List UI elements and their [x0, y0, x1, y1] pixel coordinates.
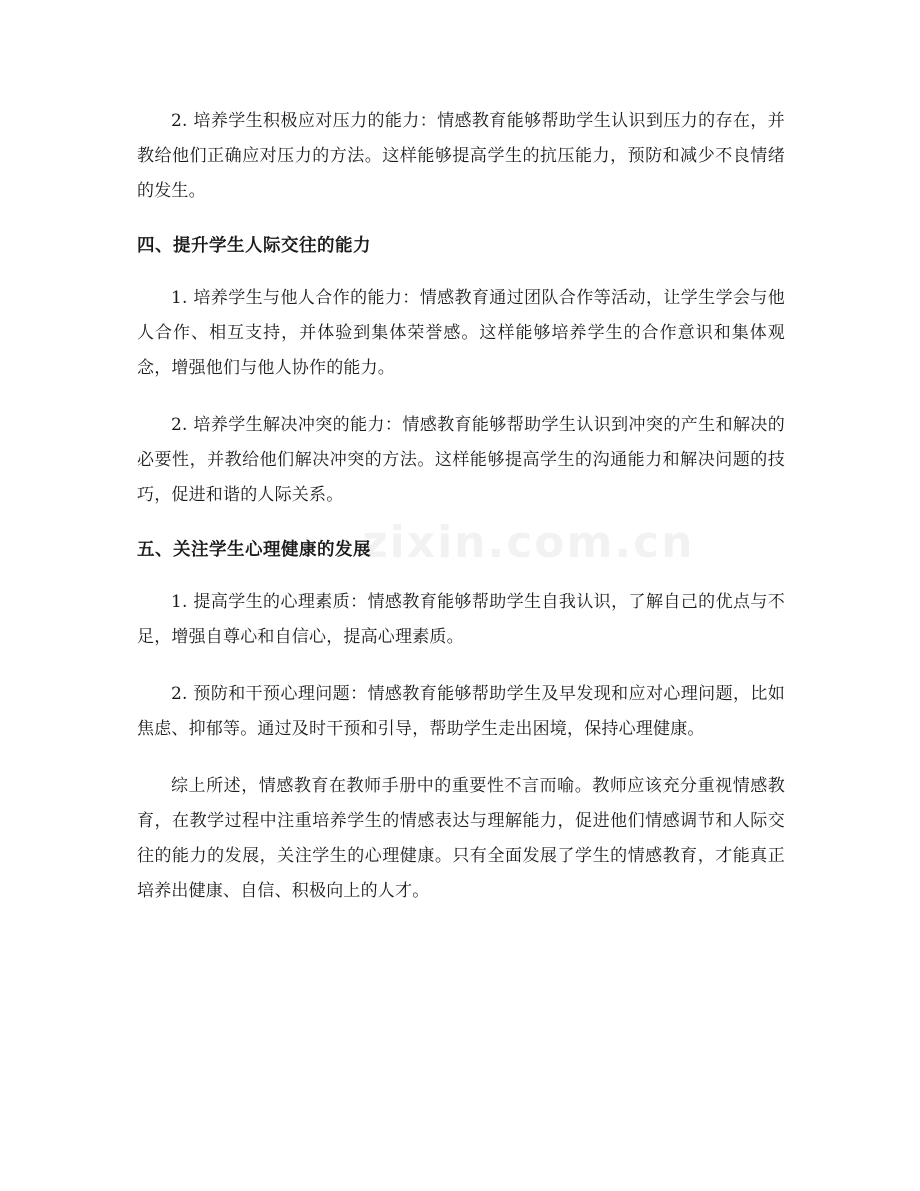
paragraph-prevention-intervention: 2. 预防和干预心理问题：情感教育能够帮助学生及早发现和应对心理问题，比如焦虑、抑郁等。通过及时干预和引导，帮助学生走出困境，保持心理健康。: [137, 684, 785, 739]
document-body: [137, 104, 785, 931]
section-heading-interpersonal: 四、提升学生人际交往的能力: [137, 236, 371, 256]
watermark: zixin.com.cn: [362, 517, 695, 568]
paragraph-conflict-resolution: 2. 培养学生解决冲突的能力：情感教育能够帮助学生认识到冲突的产生和解决的必要性，并教给他们解决冲突的方法。这样能够提高学生的沟通能力和解决问题的技巧，促进和谐的人际关系。: [137, 415, 785, 505]
paragraph-conclusion: 综上所述，情感教育在教师手册中的重要性不言而喻。教师应该充分重视情感教育，在教学过程中注重培养学生的情感表达与理解能力，促进他们情感调节和人际交往的能力的发展，关注学生的心理健康。只有全面发展了学生的情感教育，才能真正培养出健康、自信、积极向上的人才。: [137, 776, 785, 901]
paragraph-cooperation: 1. 培养学生与他人合作的能力：情感教育通过团队合作等活动，让学生学会与他人合作、相互支持，并体验到集体荣誉感。这样能够培养学生的合作意识和集体观念，增强他们与他人协作的能力。: [137, 288, 785, 378]
paragraph-psychological-quality: 1. 提高学生的心理素质：情感教育能够帮助学生自我认识，了解自己的优点与不足，增强自尊心和自信心，提高心理素质。: [137, 592, 785, 647]
paragraph-stress-coping: 2. 培养学生积极应对压力的能力：情感教育能够帮助学生认识到压力的存在，并教给他们正确应对压力的方法。这样能够提高学生的抗压能力，预防和减少不良情绪的发生。: [137, 111, 785, 201]
section-heading-mental-health: 五、关注学生心理健康的发展: [137, 540, 371, 560]
